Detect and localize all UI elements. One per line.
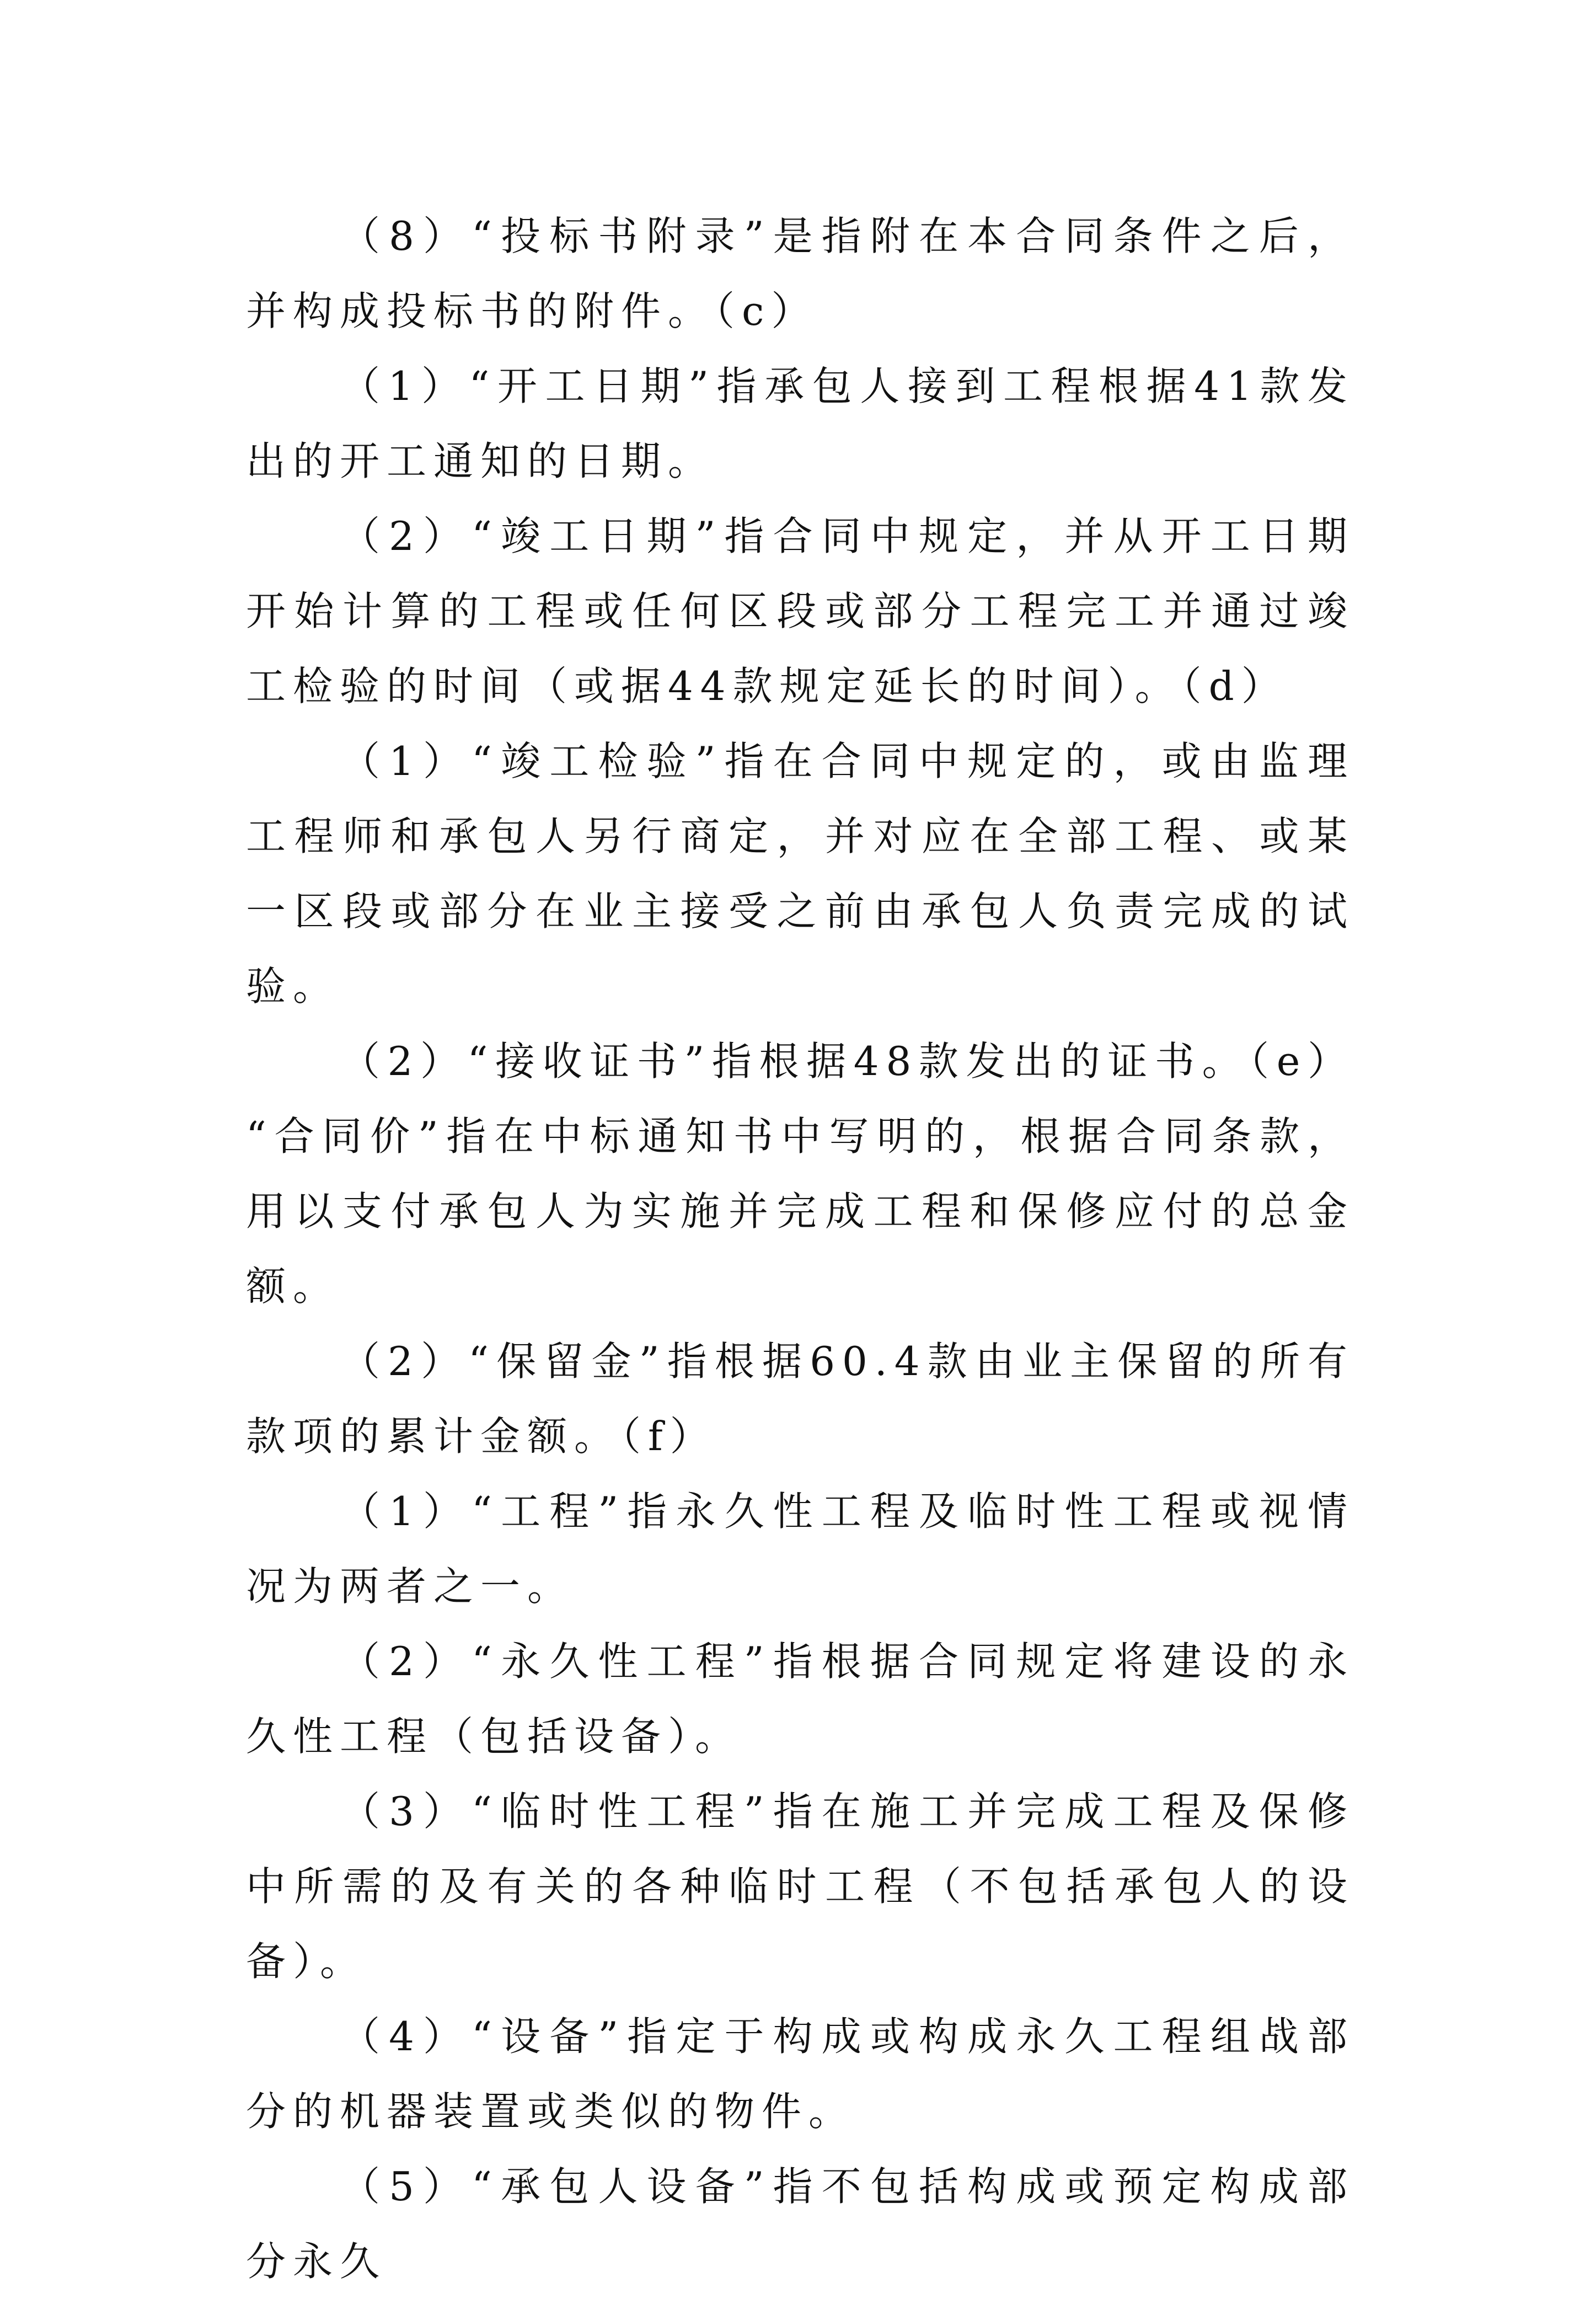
paragraph-2-retention-money: （2）“保留金”指根据60.4款由业主保留的所有款项的累计金额。（f） <box>246 1338 1354 1459</box>
paragraph-5-contractor-equipment: （5）“承包人设备”指不包括构成或预定构成部分永久 <box>246 2163 1354 2285</box>
paragraph-4-plant: （4）“设备”指定于构成或构成永久工程组战部分的机器装置或类似的物件。 <box>246 2013 1354 2135</box>
paragraph-1-works: （1）“工程”指永久性工程及临时性工程或视情况为两者之一。 <box>246 1488 1354 1610</box>
paragraph-2-taking-over-certificate: （2）“接收证书”指根据48款发出的证书。（e）“合同价”指在中标通知书中写明的，根据合同条款，用以支付承包人为实施并完成工程和保修应付的总金额。 <box>246 1038 1354 1309</box>
paragraph-1-commencement-date: （1）“开工日期”指承包人接到工程根据41款发出的开工通知的日期。 <box>246 363 1354 484</box>
paragraph-8-tender-appendix: （8）“投标书附录”是指附在本合同条件之后，并构成投标书的附件。（c） <box>246 213 1354 334</box>
document-body <box>246 199 1354 2299</box>
paragraph-3-temporary-works: （3）“临时性工程”指在施工并完成工程及保修中所需的及有关的各种临时工程（不包括承包人的设备）。 <box>246 1788 1354 1985</box>
paragraph-2-permanent-works: （2）“永久性工程”指根据合同规定将建设的永久性工程（包括设备）。 <box>246 1638 1354 1760</box>
paragraph-2-completion-date: （2）“竣工日期”指合同中规定，并从开工日期开始计算的工程或任何区段或部分工程完工并通过竣工检验的时间（或据44款规定延长的时间）。（d） <box>246 513 1354 709</box>
paragraph-1-completion-tests: （1）“竣工检验”指在合同中规定的，或由监理工程师和承包人另行商定，并对应在全部工程、或某一区段或部分在业主接受之前由承包人负责完成的试验。 <box>246 738 1354 1009</box>
